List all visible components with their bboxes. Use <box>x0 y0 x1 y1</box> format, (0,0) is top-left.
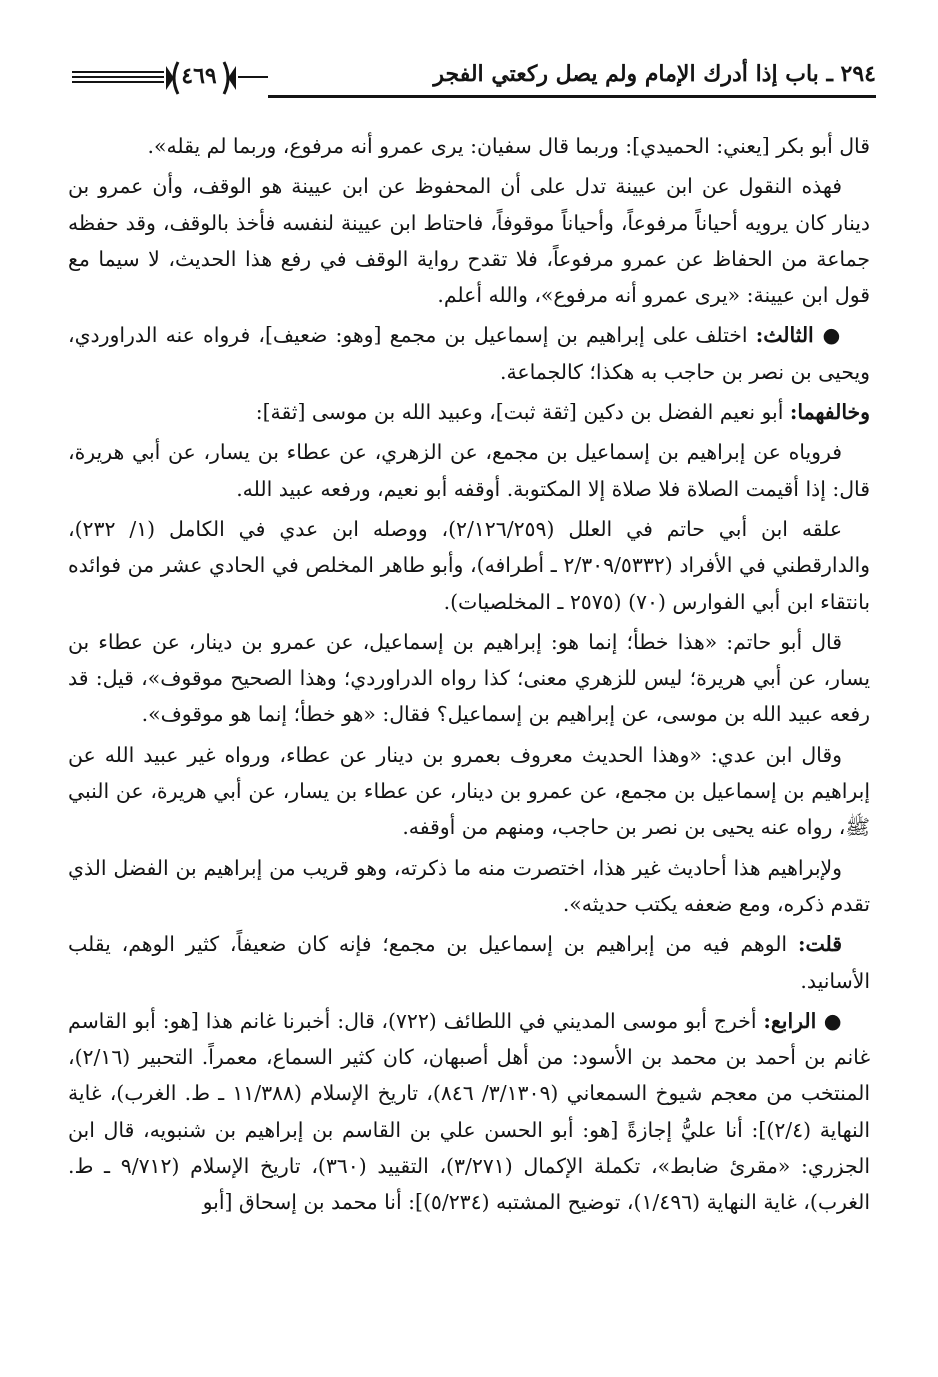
page-number-ornament <box>62 58 268 98</box>
header-rule <box>268 95 876 98</box>
paragraph-4 <box>68 394 870 430</box>
page-number: ٤٦٩ <box>181 63 217 89</box>
paragraph-1 <box>68 128 870 164</box>
chapter-title: ٢٩٤ ـ باب إذا أدرك الإمام ولم يصل ركعتي الفجر <box>433 61 876 87</box>
paragraph-6 <box>68 511 870 620</box>
paragraph-7 <box>68 624 870 733</box>
paragraph-11 <box>68 1003 870 1221</box>
paragraph-text: علقه ابن أبي حاتم في العلل (٢/١٢٦/٢٥٩)، ووصله ابن عدي في الكامل (١/ ٢٣٢)، والدارقطني في الأفراد (٢/٣٠٩/٥٣٣٢ ـ أطرافه)، وأبو طاهر المخلص في الحادي عشر من فوائده بانتقاء ابن أبي الفوارس (٧٠) (٢٥٧٥ ـ المخلصيات). <box>68 516 870 614</box>
page-header <box>62 58 876 100</box>
paragraph-5 <box>68 434 870 507</box>
page-body <box>68 128 870 1225</box>
section-lead: قلت: <box>797 932 843 957</box>
paragraph-text: قال أبو بكر [يعني: الحميدي]: وربما قال سفيان: يرى عمرو أنه مرفوع، وربما لم يقله». <box>147 134 870 158</box>
paragraph-text: اختلف على إبراهيم بن إسماعيل بن مجمع [وهو: ضعيف]، فرواه عنه الدراوردي، ويحيى بن نصر بن حاجب به هكذا؛ كالجماعة. <box>68 323 870 384</box>
paragraph-text: الوهم فيه من إبراهيم بن إسماعيل بن مجمع؛ فإنه كان ضعيفاً، كثير الوهم، يقلب الأسانيد. <box>68 932 870 993</box>
paragraph-text: فهذه النقول عن ابن عيينة تدل على أن المحفوظ عن ابن عيينة هو الوقف، وأن عمرو بن دينار كان يرويه أحياناً مرفوعاً، وأحياناً موقوفاً، فاحتاط ابن عيينة لنفسه فأخذ بالوقف، وقد حفظه جماعة من الحفاظ عن عمرو مرفوعاً، فلا تقدح رواية الوقف في رفع هذا الحديث، لا سيما مع قول ابن عيينة: «يرى عمرو أنه مرفوع»، والله أعلم. <box>68 174 870 308</box>
paragraph-10 <box>68 926 870 999</box>
paragraph-text: فروياه عن إبراهيم بن إسماعيل بن مجمع، عن الزهري، عن عطاء بن يسار، عن أبي هريرة، قال: إذا أقيمت الصلاة فلا صلاة إلا المكتوبة. أوقفه أبو نعيم، ورفعه عبيد الله. <box>68 440 870 501</box>
paragraph-3 <box>68 317 870 390</box>
paragraph-text: أخرج أبو موسى المديني في اللطائف (٧٢٢)، قال: أخبرنا غانم هذا [هو: أبو القاسم غانم بن أحمد بن محمد بن الأسود: من أهل أصبهان، كان كثير السماع، معمراً. التحبير (٢/١٦)، المنتخب من معجم شيوخ السمعاني (٣/١٣٠٩/ ٨٤٦)، تاريخ الإسلام (١١/٣٨٨ ـ ط. الغرب)، غاية النهاية (٢/٤)]: أنا عليُّ إجازةً [هو: أبو الحسن علي بن القاسم بن إبراهيم بن شنبويه، قال ابن الجزري: «مقرئ ضابط»، تكملة الإكمال (٣/٢٧١)، التقييد (٣٦٠)، تاريخ الإسلام (٩/٧١٢ ـ ط. الغرب)، غاية النهاية (١/٤٩٦)، توضيح المشتبه (٥/٢٣٤)]: أنا محمد بن إسحاق [أبو <box>68 1008 870 1215</box>
section-lead: ● الرابع: <box>763 1008 842 1033</box>
section-lead: ● الثالث: <box>755 323 842 348</box>
paragraph-text: أبو نعيم الفضل بن دكين [ثقة ثبت]، وعبيد الله بن موسى [ثقة]: <box>255 400 784 425</box>
section-lead: وخالفهما: <box>789 400 870 425</box>
paragraph-text: وقال ابن عدي: «وهذا الحديث معروف بعمرو بن دينار عن عطاء، ورواه غير عبيد الله عن إبراهيم بن إسماعيل بن مجمع، عن عمرو بن دينار، عن عطاء بن يسار، عن أبي هريرة، عن النبي ﷺ، رواه عنه يحيى بن نصر بن حاجب، ومنهم من أوقفه. <box>68 742 870 840</box>
paragraph-2 <box>68 168 870 313</box>
paragraph-9 <box>68 850 870 923</box>
paragraph-text: ولإبراهيم هذا أحاديث غير هذا، اختصرت منه ما ذكرته، وهو قريب من إبراهيم بن الفضل الذي تقدم ذكره، ومع ضعفه يكتب حديثه». <box>68 855 870 916</box>
ornament-frame-icon <box>62 58 268 98</box>
paragraph-8 <box>68 737 870 846</box>
paragraph-text: قال أبو حاتم: «هذا خطأ؛ إنما هو: إبراهيم بن إسماعيل، عن عمرو بن دينار، عن عطاء بن يسار، عن أبي هريرة؛ ليس للزهري معنى؛ كذا رواه الدراوردي؛ وهذا الصحيح موقوف»، قيل: قد رفعه عبيد الله بن موسى، عن إبراهيم بن إسماعيل؟ فقال: «هو خطأ؛ إنما هو موقوف». <box>68 629 870 727</box>
